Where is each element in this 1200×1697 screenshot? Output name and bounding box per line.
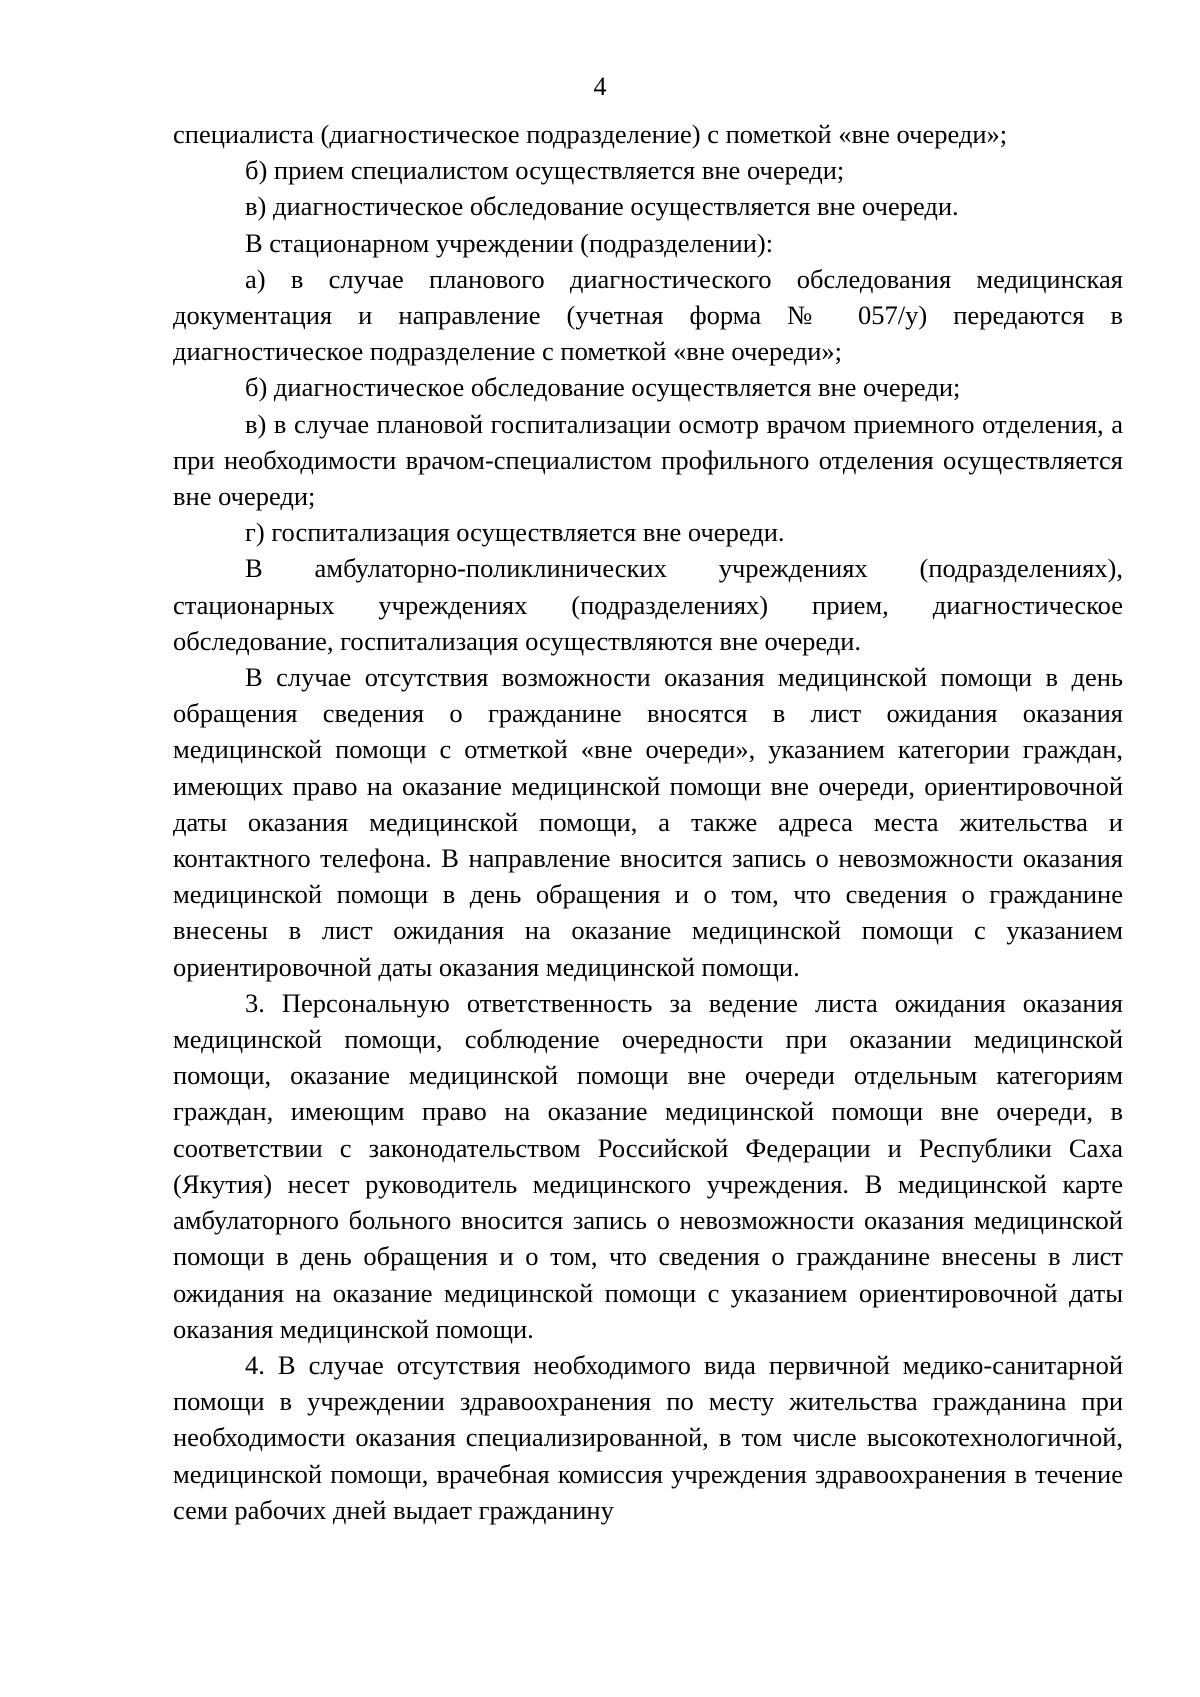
paragraph-item-v-inpatient: в) в случае плановой госпитализации осмотр врачом приемного отделения, а при необходимости врачом-специалистом профильного отделения осуществляется вне очереди; [173, 408, 1123, 512]
paragraph-continuation: специалиста (диагностическое подразделение) с пометкой «вне очереди»; [173, 119, 1008, 149]
page-number: 4 [593, 72, 607, 101]
paragraph-inpatient-heading: В стационарном учреждении (подразделении): [245, 227, 774, 258]
paragraph-item-v-outpatient: в) диагностическое обследование осуществляется вне очереди. [245, 191, 959, 222]
paragraph-out-of-turn-general: В амбулаторно-поликлинических учреждениях (подразделениях), стационарных учреждениях (подразделениях) прием, диагностическое обследование, госпитализация осуществляются вне очереди. [173, 553, 1123, 656]
paragraph-waiting-list: В случае отсутствия возможности оказания медицинской помощи в день обращения сведения о гражданине вносятся в лист ожидания оказания медицинской помощи с отметкой «вне очереди», указанием категории граждан, имеющих право на оказание медицинской помощи вне очереди, ориентировочной даты оказания медицинской помощи, а также адреса места жительства и контактного телефона. В направление вносится запись о невозможности оказания медицинской помощи в день обращения и о том, что сведения о гражданине внесены в лист ожидания на оказание медицинской помощи с указанием ориентировочной даты оказания медицинской помощи. [173, 662, 1123, 982]
paragraph-item-a-inpatient: а) в случае планового диагностического обследования медицинская документация и направление (учетная форма № 057/у) передаются в диагностическое подразделение с пометкой «вне очереди»; [173, 263, 1123, 367]
paragraph-section-3: 3. Персональную ответственность за ведение листа ожидания оказания медицинской помощи, соблюдение очередности при оказании медицинской помощи, оказание медицинской помощи вне очереди отдельным категориям граждан, имеющим право на оказание медицинской помощи вне очереди, в соответствии с законодательством Российской Федерации и Республики Саха (Якутия) несет руководитель медицинского учреждения. В медицинской карте амбулаторного больного вносится запись о невозможности оказания медицинской помощи в день обращения и о том, что сведения о гражданине внесены в лист ожидания на оказание медицинской помощи с указанием ориентировочной даты оказания медицинской помощи. [173, 987, 1123, 1344]
paragraph-item-g-inpatient: г) госпитализация осуществляется вне очереди. [245, 517, 785, 548]
document-body [173, 116, 1123, 1528]
paragraph-item-b-outpatient: б) прием специалистом осуществляется вне очереди; [245, 155, 845, 186]
paragraph-item-b-inpatient: б) диагностическое обследование осуществляется вне очереди; [245, 372, 961, 403]
paragraph-section-4: 4. В случае отсутствия необходимого вида первичной медико-санитарной помощи в учреждении здравоохранения по месту жительства гражданина при необходимости оказания специализированной, в том числе высокотехнологичной, медицинской помощи, врачебная комиссия учреждения здравоохранения в течение семи рабочих дней выдает гражданину [173, 1349, 1123, 1525]
